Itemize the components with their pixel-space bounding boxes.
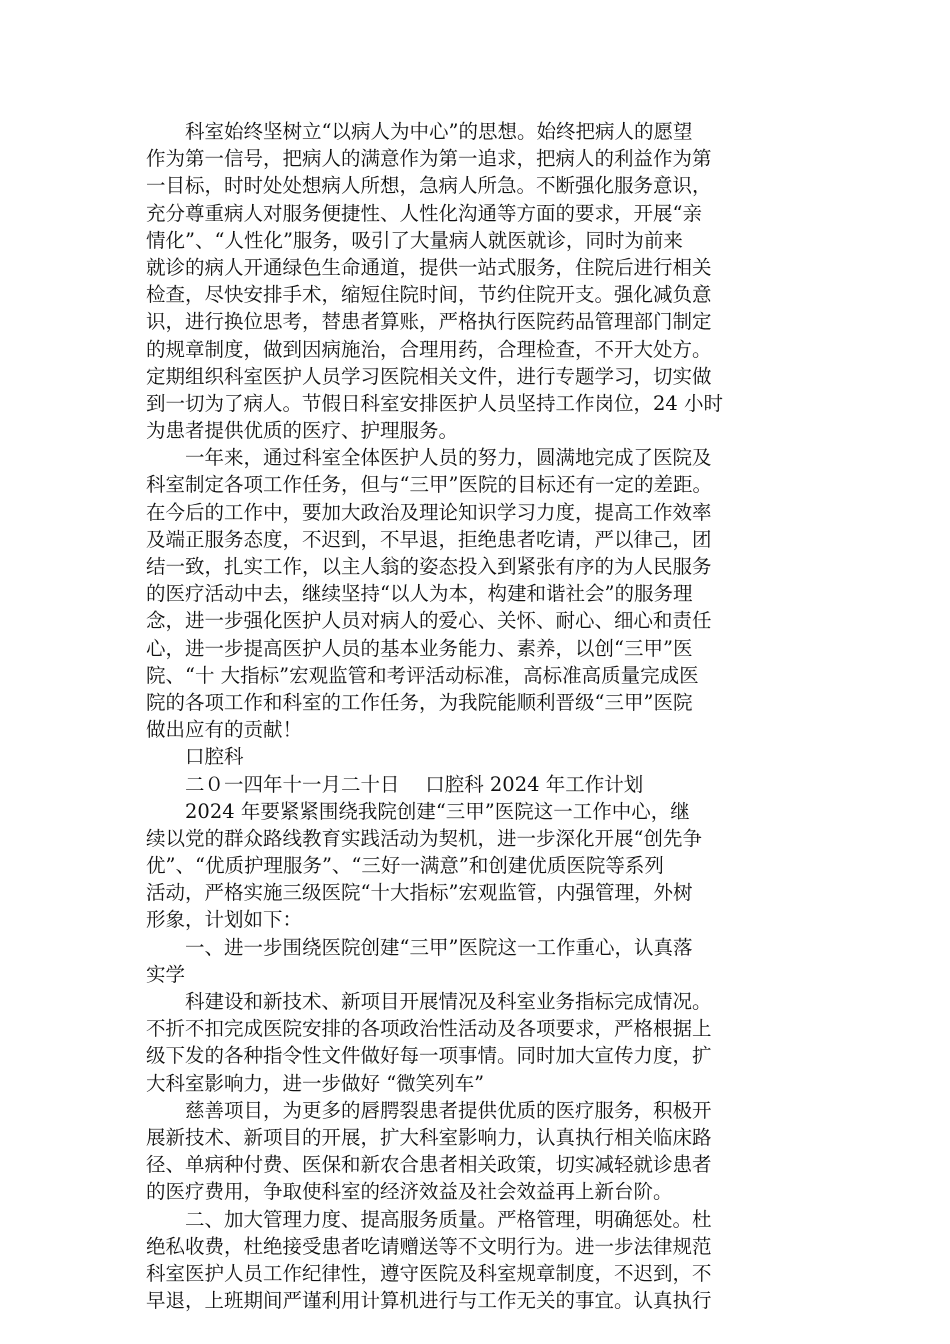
text-line: 在今后的工作中，要加大政治及理论知识学习力度，提高工作效率 — [146, 500, 712, 524]
text-line: 院的各项工作和科室的工作任务，为我院能顺利晋级“三甲”医院 — [146, 690, 693, 714]
text-line: 二、加大管理力度、提高服务质量。严格管理，明确惩处。杜 — [146, 1207, 712, 1231]
paragraph-p5 — [146, 798, 816, 934]
paragraph-p3 — [146, 743, 816, 770]
text-line: 慈善项目，为更多的唇腭裂患者提供优质的医疗服务，积极开 — [146, 1098, 712, 1122]
text-line: 充分尊重病人对服务便捷性、人性化沟通等方面的要求，开展“亲 — [146, 201, 702, 225]
text-line: 为患者提供优质的医疗、护理服务。 — [146, 419, 459, 443]
text-line: 情化”、“人性化”服务，吸引了大量病人就医就诊，同时为前来 — [146, 228, 683, 252]
paragraph-p9 — [146, 1206, 816, 1315]
paragraph-p8 — [146, 1097, 816, 1206]
text-line: 做出应有的贡献！ — [146, 718, 303, 742]
text-line: 绝私收费，杜绝接受患者吃请赠送等不文明行为。进一步法律规范 — [146, 1234, 712, 1258]
text-line: 检查，尽快安排手术，缩短住院时间，节约住院开支。强化减负意 — [146, 283, 712, 307]
text-line: 展新技术、新项目的开展，扩大科室影响力，认真执行相关临床路 — [146, 1125, 712, 1149]
paragraph-p1 — [146, 118, 816, 444]
text-line: 就诊的病人开通绿色生命通道，提供一站式服务，住院后进行相关 — [146, 255, 712, 279]
text-line: 念，进一步强化医护人员对病人的爱心、关怀、耐心、细心和责任 — [146, 609, 712, 633]
text-line: 优”、“优质护理服务”、“三好一满意”和创建优质医院等系列 — [146, 854, 664, 878]
text-line: 级下发的各种指令性文件做好每一项事情。同时加大宣传力度，扩 — [146, 1044, 712, 1068]
text-line: 早退，上班期间严谨利用计算机进行与工作无关的事宜。认真执行 — [146, 1289, 712, 1313]
text-line: 实学 — [146, 962, 186, 986]
text-line: 活动，严格实施三级医院“十大指标”宏观监管，内强管理，外树 — [146, 881, 693, 905]
text-line: 识，进行换位思考，替患者算账，严格执行医院药品管理部门制定 — [146, 310, 712, 334]
paragraph-p6 — [146, 934, 816, 988]
text-line: 的医疗活动中去，继续坚持“以人为本，构建和谐社会”的服务理 — [146, 582, 693, 606]
text-line: 结一致，扎实工作，以主人翁的姿态投入到紧张有序的为人民服务 — [146, 555, 712, 578]
text-line: 续以党的群众路线教育实践活动为契机，进一步深化开展“创先争 — [146, 826, 702, 850]
text-line: 的规章制度，做到因病施治，合理用药，合理检查，不开大处方。 — [146, 337, 712, 361]
paragraph-p7 — [146, 988, 816, 1097]
text-line: 径、单病种付费、医保和新农合患者相关政策，切实减轻就诊患者 — [146, 1153, 712, 1177]
text-line: 的医疗费用，争取使科室的经济效益及社会效益再上新台阶。 — [146, 1180, 673, 1204]
text-line: 作为第一信号，把病人的满意作为第一追求，把病人的利益作为第 — [146, 147, 712, 171]
text-line: 一目标，时时处处想病人所想，急病人所急。不断强化服务意识， — [146, 174, 712, 198]
text-line: 定期组织科室医护人员学习医院相关文件，进行专题学习，切实做 — [146, 364, 712, 388]
text-line: 一年来，通过科室全体医护人员的努力，圆满地完成了医院及 — [146, 446, 712, 470]
text-line: 二０一四年十一月二十日 口腔科 2024 年工作计划 — [146, 772, 644, 796]
paragraph-p4 — [146, 771, 816, 798]
text-line: 科建设和新技术、新项目开展情况及科室业务指标完成情况。 — [146, 990, 712, 1013]
text-line: 及端正服务态度，不迟到，不早退，拒绝患者吃请，严以律己，团 — [146, 527, 712, 551]
text-line: 到一切为了病人。节假日科室安排医护人员坚持工作岗位，24 小时 — [146, 391, 724, 415]
text-line: 科室制定各项工作任务，但与“三甲”医院的目标还有一定的差距。 — [146, 473, 712, 497]
text-line: 科室始终坚树立“以病人为中心”的思想。始终把病人的愿望 — [146, 120, 693, 143]
text-line: 大科室影响力，进一步做好 “微笑列车” — [146, 1071, 485, 1095]
text-line: 2024 年要紧紧围绕我院创建“三甲”医院这一工作中心，继 — [146, 799, 690, 823]
text-line: 科室医护人员工作纪律性，遵守医院及科室规章制度，不迟到，不 — [146, 1261, 712, 1285]
text-line: 院、“十 大指标”宏观监管和考评活动标准，高标准高质量完成医 — [146, 663, 699, 687]
document-page — [146, 118, 816, 1314]
text-line: 一、进一步围绕医院创建“三甲”医院这一工作重心，认真落 — [146, 935, 693, 959]
text-line: 心，进一步提高医护人员的基本业务能力、素养，以创“三甲”医 — [146, 636, 693, 660]
text-line: 形象，计划如下： — [146, 908, 303, 932]
text-line: 口腔科 — [146, 745, 244, 769]
text-line: 不折不扣完成医院安排的各项政治性活动及各项要求，严格根据上 — [146, 1017, 712, 1041]
paragraph-p2 — [146, 444, 816, 743]
